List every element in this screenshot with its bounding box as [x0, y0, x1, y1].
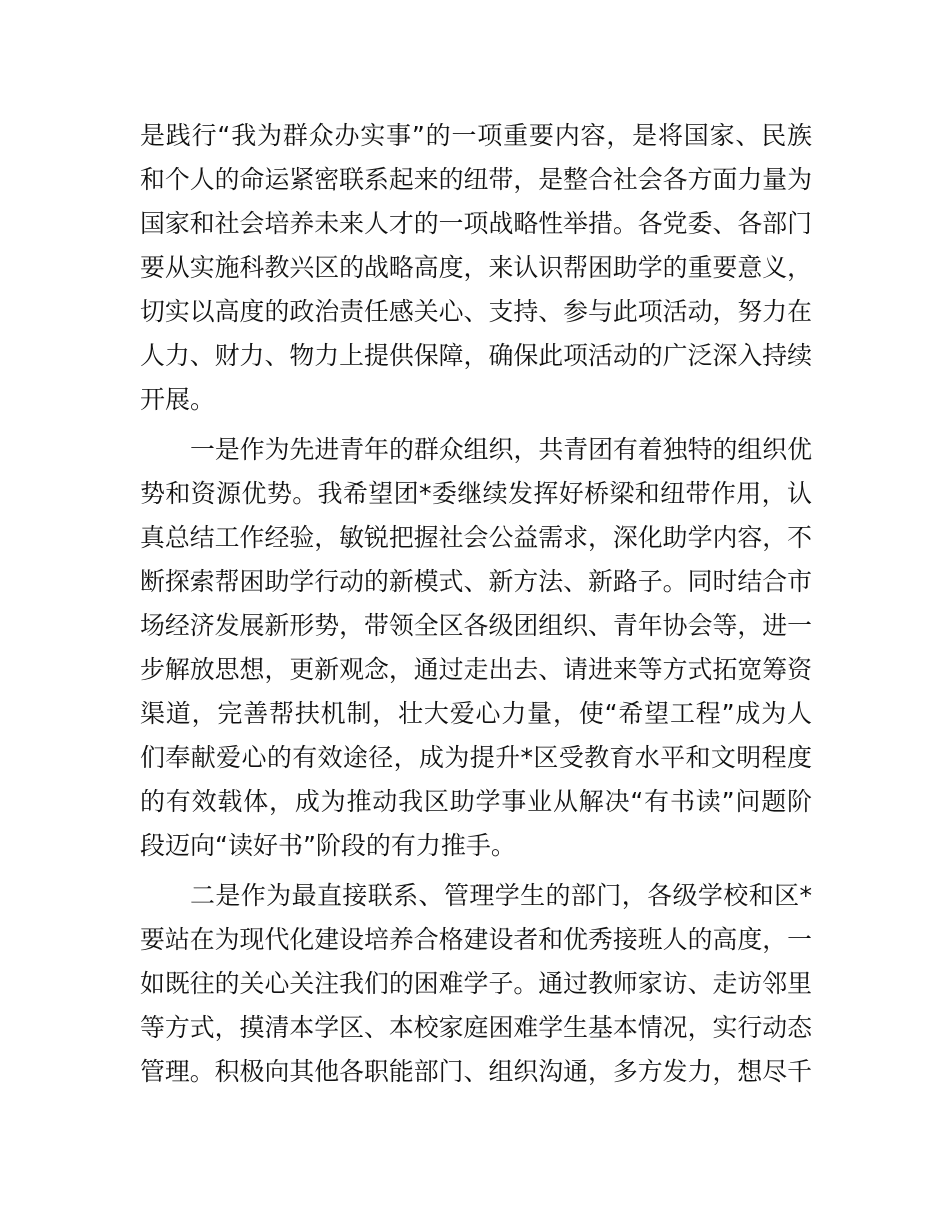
paragraph-line: 渠道，完善帮扶机制，壮大爱心力量，使“希望工程”成为人	[140, 699, 812, 728]
paragraph-line: 等方式，摸清本学区、本校家庭困难学生基本情况，实行动态	[140, 1013, 812, 1042]
paragraph-line: 如既往的关心关注我们的困难学子。通过教师家访、走访邻里	[140, 969, 812, 998]
paragraph-line: 场经济发展新形势，带领全区各级团组织、青年协会等，进一	[140, 611, 812, 640]
paragraph-1	[140, 114, 812, 422]
paragraph-line: 势和资源优势。我希望团*委继续发挥好桥梁和纽带作用，认	[140, 479, 812, 508]
paragraph-line: 们奉献爱心的有效途径，成为提升*区受教育水平和文明程度	[140, 743, 812, 772]
paragraph-line: 要站在为现代化建设培养合格建设者和优秀接班人的高度，一	[140, 925, 812, 954]
paragraph-line: 是践行“我为群众办实事”的一项重要内容，是将国家、民族	[140, 121, 812, 150]
paragraph-line: 一是作为先进青年的群众组织，共青团有着独特的组织优	[190, 435, 812, 464]
paragraph-line: 的有效载体，成为推动我区助学事业从解决“有书读”问题阶	[140, 787, 812, 816]
paragraph-line: 步解放思想，更新观念，通过走出去、请进来等方式拓宽筹资	[140, 655, 812, 684]
paragraph-line: 人力、财力、物力上提供保障，确保此项活动的广泛深入持续	[140, 341, 812, 370]
paragraph-line: 和个人的命运紧密联系起来的纽带，是整合社会各方面力量为	[140, 165, 812, 194]
paragraph-line: 二是作为最直接联系、管理学生的部门，各级学校和区*	[190, 881, 812, 910]
paragraph-line: 国家和社会培养未来人才的一项战略性举措。各党委、各部门	[140, 209, 812, 238]
paragraph-line: 真总结工作经验，敏锐把握社会公益需求，深化助学内容，不	[140, 523, 812, 552]
paragraph-2	[140, 428, 812, 868]
paragraph-line: 开展。	[140, 385, 216, 414]
paragraph-line: 切实以高度的政治责任感关心、支持、参与此项活动，努力在	[140, 297, 812, 326]
paragraph-line: 管理。积极向其他各职能部门、组织沟通，多方发力，想尽千	[140, 1057, 812, 1086]
paragraph-line: 断探索帮困助学行动的新模式、新方法、新路子。同时结合市	[140, 567, 812, 596]
paragraph-line: 要从实施科教兴区的战略高度，来认识帮困助学的重要意义，	[140, 253, 812, 282]
paragraph-line: 段迈向“读好书”阶段的有力推手。	[140, 831, 516, 860]
paragraph-3	[140, 874, 812, 1094]
